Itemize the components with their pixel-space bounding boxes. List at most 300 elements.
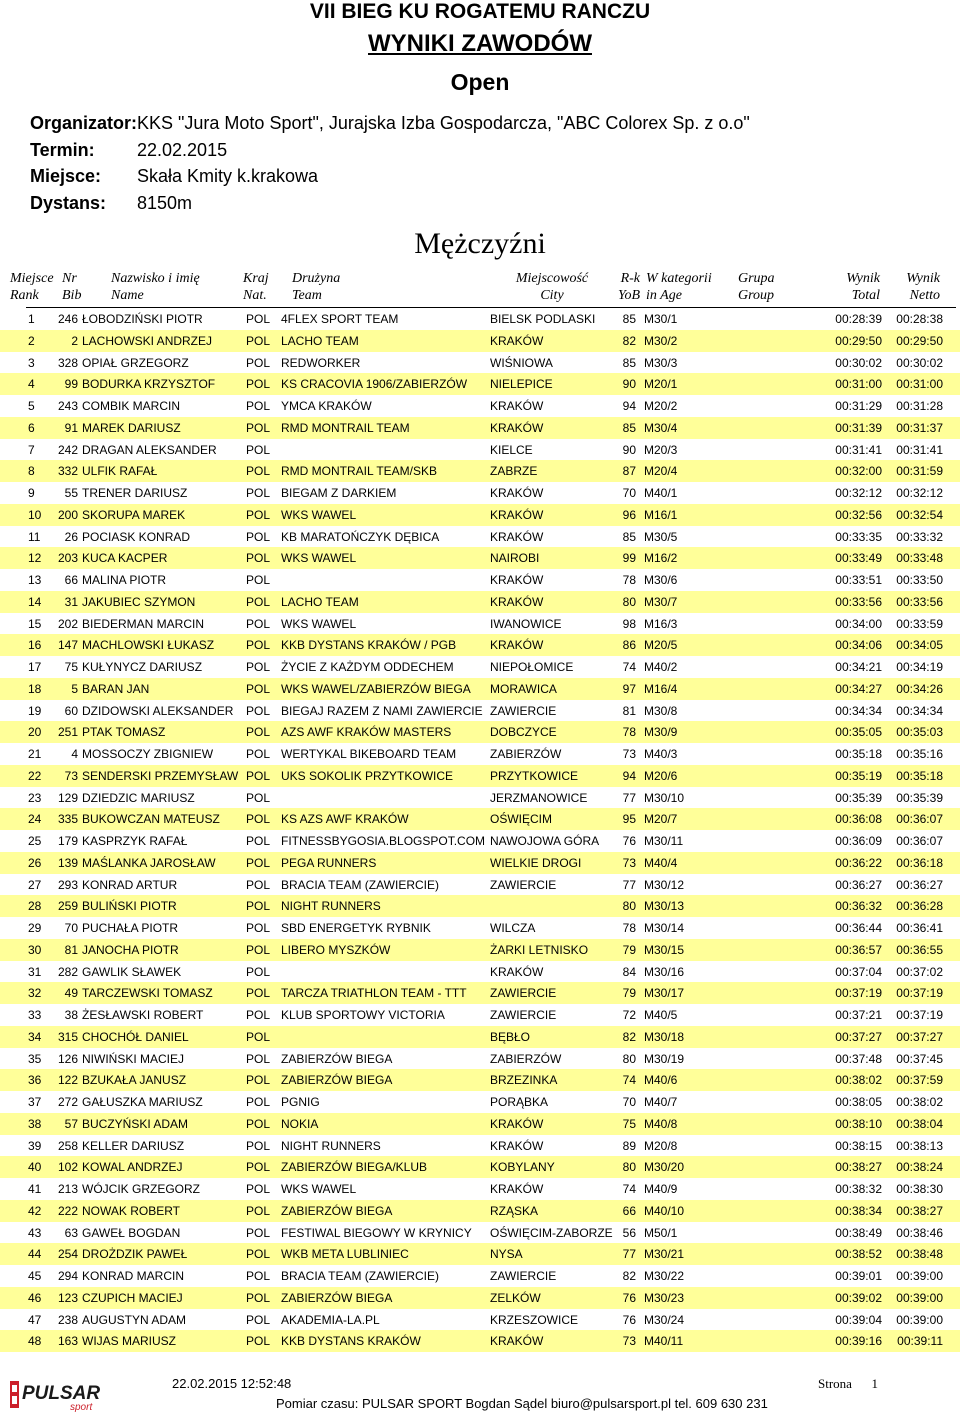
cell-name: MACHLOWSKI ŁUKASZ <box>82 638 215 653</box>
cell-netto: 00:38:27 <box>896 1203 943 1218</box>
cell-yob: 94 <box>622 768 636 783</box>
cell-bib: 66 <box>64 573 78 587</box>
cell-bib: 203 <box>57 551 78 566</box>
cell-nat: POL <box>246 312 271 326</box>
cell-city: KIELCE <box>490 442 533 457</box>
cell-netto: 00:33:48 <box>896 551 943 566</box>
cell-netto: 00:39:00 <box>896 1312 943 1327</box>
cell-team: BRACIA TEAM (ZAWIERCIE) <box>281 877 440 892</box>
cell-bib: 63 <box>64 1225 78 1240</box>
cell-yob: 72 <box>622 1008 636 1022</box>
cell-yob: 70 <box>622 486 636 500</box>
cell-bib: 38 <box>64 1008 78 1022</box>
cell-netto: 00:38:30 <box>896 1182 943 1196</box>
cell-total: 00:38:10 <box>835 1116 882 1131</box>
cell-yob: 85 <box>622 355 636 370</box>
cell-bib: 315 <box>57 1029 78 1044</box>
cell-team: NIGHT RUNNERS <box>281 1138 381 1153</box>
table-row <box>0 830 960 852</box>
cell-nat: POL <box>246 986 271 1001</box>
cell-rank: 7 <box>28 442 35 457</box>
cell-name: CHOCHÓŁ DANIEL <box>82 1029 189 1044</box>
cell-city: ŻARKI LETNISKO <box>490 942 589 957</box>
col-yob-header: R-k YoB <box>617 271 640 303</box>
cell-name: BUCZYŃSKI ADAM <box>82 1116 189 1131</box>
table-row <box>0 1265 960 1287</box>
cell-city: KRAKÓW <box>490 1138 544 1153</box>
cell-age: M30/20 <box>644 1160 685 1175</box>
table-row <box>0 700 960 722</box>
cell-nat: POL <box>246 1008 271 1022</box>
cell-city: OŚWIĘCIM <box>490 812 552 827</box>
organizer-label: Organizator: <box>30 113 138 133</box>
cell-bib: 5 <box>71 681 78 696</box>
cell-name: POCIASK KONRAD <box>82 529 191 544</box>
cell-rank: 9 <box>28 486 35 500</box>
cell-team: LACHO TEAM <box>281 333 359 348</box>
cell-total: 00:35:18 <box>835 747 882 761</box>
cell-name: MALINA PIOTR <box>82 573 167 587</box>
cell-netto: 00:35:39 <box>896 790 943 805</box>
cell-total: 00:34:00 <box>835 616 882 631</box>
cell-name: PTAK TOMASZ <box>82 725 166 740</box>
cell-name: DZIEDZIC MARIUSZ <box>82 790 195 805</box>
cell-name: GAŁUSZKA MARIUSZ <box>82 1095 203 1109</box>
cell-rank: 44 <box>28 1247 42 1262</box>
cell-team: AKADEMIA-LA.PL <box>281 1312 380 1327</box>
cell-nat: POL <box>246 377 271 392</box>
cell-age: M30/4 <box>644 420 678 435</box>
cell-rank: 15 <box>28 616 42 631</box>
cell-rank: 36 <box>28 1073 42 1088</box>
cell-yob: 76 <box>622 1312 636 1327</box>
cell-netto: 00:37:27 <box>896 1029 943 1044</box>
cell-age: M30/7 <box>644 594 678 609</box>
cell-city: KRAKÓW <box>490 594 544 609</box>
cell-team: ZABIERZÓW BIEGA <box>281 1290 393 1305</box>
cell-rank: 37 <box>28 1095 42 1109</box>
cell-yob: 74 <box>622 660 636 674</box>
cell-age: M30/13 <box>644 899 685 914</box>
cell-total: 00:31:29 <box>835 399 882 413</box>
cell-yob: 96 <box>622 507 636 522</box>
cell-team: RMD MONTRAIL TEAM/SKB <box>281 464 438 479</box>
cell-nat: POL <box>246 1073 271 1088</box>
classification-title: Open <box>450 69 510 95</box>
cell-team: NOKIA <box>281 1116 319 1131</box>
cell-team: REDWORKER <box>281 355 361 370</box>
table-row <box>0 808 960 830</box>
cell-yob: 74 <box>622 1073 636 1088</box>
pulsar-logo-graphic <box>10 1378 115 1412</box>
col-age-header: W kategorii in Age <box>646 271 712 303</box>
cell-bib: 254 <box>57 1247 78 1262</box>
cell-rank: 2 <box>28 333 35 348</box>
cell-bib: 81 <box>64 942 78 957</box>
cell-netto: 00:34:26 <box>896 681 943 696</box>
cell-netto: 00:36:27 <box>896 877 943 892</box>
cell-yob: 99 <box>622 551 636 566</box>
cell-netto: 00:37:45 <box>896 1051 943 1066</box>
cell-rank: 21 <box>28 747 42 761</box>
cell-netto: 00:38:46 <box>896 1225 943 1240</box>
cell-city: NAWOJOWA GÓRA <box>490 834 600 848</box>
cell-total: 00:37:48 <box>835 1051 882 1066</box>
cell-nat: POL <box>246 1312 271 1327</box>
cell-bib: 91 <box>64 420 78 435</box>
cell-team: PGNIG <box>281 1095 320 1109</box>
cell-city: WILCZA <box>490 921 536 935</box>
cell-city: KRAKÓW <box>490 1182 544 1196</box>
cell-city: KRAKÓW <box>490 964 544 979</box>
cell-rank: 35 <box>28 1051 42 1066</box>
cell-total: 00:38:15 <box>835 1138 882 1153</box>
cell-netto: 00:32:12 <box>896 486 943 500</box>
cell-netto: 00:35:03 <box>896 725 943 740</box>
cell-yob: 84 <box>622 964 636 979</box>
cell-rank: 28 <box>28 899 42 914</box>
cell-rank: 39 <box>28 1138 42 1153</box>
cell-yob: 98 <box>622 616 636 631</box>
cell-bib: 332 <box>57 464 78 479</box>
cell-team: LIBERO MYSZKÓW <box>281 942 391 957</box>
cell-team: BRACIA TEAM (ZAWIERCIE) <box>281 1269 440 1283</box>
cell-yob: 66 <box>622 1203 636 1218</box>
cell-total: 00:36:22 <box>835 855 882 870</box>
cell-yob: 89 <box>622 1138 636 1153</box>
cell-rank: 16 <box>28 638 42 653</box>
cell-yob: 73 <box>622 855 636 870</box>
cell-total: 00:32:56 <box>835 507 882 522</box>
cell-yob: 87 <box>622 464 636 479</box>
table-row <box>0 743 960 765</box>
cell-age: M20/7 <box>644 812 678 827</box>
cell-netto: 00:33:59 <box>896 616 943 631</box>
cell-team: ŻYCIE Z KAŻDYM ODDECHEM <box>281 660 454 674</box>
cell-yob: 56 <box>622 1225 636 1240</box>
cell-netto: 00:39:00 <box>896 1290 943 1305</box>
cell-rank: 17 <box>28 660 42 674</box>
cell-name: TRENER DARIUSZ <box>82 486 188 500</box>
cell-name: BARAN JAN <box>82 681 150 696</box>
cell-netto: 00:32:54 <box>896 507 943 522</box>
cell-city: WIELKIE DROGI <box>490 855 582 870</box>
table-row <box>0 1048 960 1070</box>
cell-yob: 80 <box>622 594 636 609</box>
cell-nat: POL <box>246 594 271 609</box>
cell-team: YMCA KRAKÓW <box>281 399 372 413</box>
cell-team: WKS WAWEL <box>281 616 357 631</box>
cell-nat: POL <box>246 1095 271 1109</box>
cell-age: M30/17 <box>644 986 685 1001</box>
cell-netto: 00:31:28 <box>896 399 943 413</box>
printed-timestamp: 22.02.2015 12:52:48 <box>172 1376 292 1391</box>
cell-rank: 45 <box>28 1269 42 1283</box>
cell-city: PRZYTKOWICE <box>490 768 579 783</box>
cell-rank: 30 <box>28 942 42 957</box>
cell-yob: 85 <box>622 529 636 544</box>
cell-nat: POL <box>246 681 271 696</box>
table-row <box>0 482 960 504</box>
cell-city: ZAWIERCIE <box>490 877 557 892</box>
cell-rank: 34 <box>28 1029 42 1044</box>
cell-rank: 6 <box>28 420 35 435</box>
cell-age: M30/24 <box>644 1312 685 1327</box>
table-row <box>0 1200 960 1222</box>
category-title: Mężczyźni <box>414 227 546 260</box>
cell-total: 00:34:06 <box>835 638 882 653</box>
cell-age: M40/6 <box>644 1073 678 1088</box>
cell-bib: 57 <box>64 1116 78 1131</box>
cell-city: NAIROBI <box>490 551 540 566</box>
cell-city: BĘBŁO <box>490 1029 531 1044</box>
cell-name: MAREK DARIUSZ <box>82 420 181 435</box>
cell-yob: 82 <box>622 1269 636 1283</box>
col-nat-header: Kraj Nat. <box>243 271 269 303</box>
col-team-header: Drużyna Team <box>292 271 341 303</box>
table-row <box>0 352 960 374</box>
cell-total: 00:33:35 <box>835 529 882 544</box>
cell-netto: 00:31:59 <box>896 464 943 479</box>
cell-team: WKB META LUBLINIEC <box>281 1247 409 1262</box>
cell-total: 00:36:44 <box>835 921 882 935</box>
cell-nat: POL <box>246 1182 271 1196</box>
cell-netto: 00:37:59 <box>896 1073 943 1088</box>
cell-netto: 00:34:19 <box>896 660 943 674</box>
cell-total: 00:34:27 <box>835 681 882 696</box>
cell-nat: POL <box>246 768 271 783</box>
cell-rank: 29 <box>28 921 42 935</box>
cell-city: OŚWIĘCIM-ZABORZE <box>490 1225 613 1240</box>
cell-yob: 73 <box>622 1334 636 1349</box>
cell-nat: POL <box>246 1290 271 1305</box>
cell-nat: POL <box>246 790 271 805</box>
cell-nat: POL <box>246 616 271 631</box>
cell-yob: 81 <box>622 703 636 718</box>
cell-age: M30/5 <box>644 529 678 544</box>
cell-age: M16/2 <box>644 551 678 566</box>
table-row <box>0 547 960 569</box>
cell-yob: 95 <box>622 812 636 827</box>
cell-netto: 00:36:28 <box>896 899 943 914</box>
cell-age: M30/8 <box>644 703 678 718</box>
cell-netto: 00:31:41 <box>896 442 943 457</box>
cell-nat: POL <box>246 638 271 653</box>
cell-netto: 00:36:07 <box>896 834 943 848</box>
cell-rank: 4 <box>28 377 35 392</box>
cell-team: BIEGAJ RAZEM Z NAMI ZAWIERCIE <box>281 703 483 718</box>
cell-name: WIJAS MARIUSZ <box>82 1334 177 1349</box>
col-name-header: Nazwisko i imię Name <box>111 271 200 303</box>
cell-age: M30/18 <box>644 1029 685 1044</box>
cell-name: OPIAŁ GRZEGORZ <box>82 355 189 370</box>
cell-netto: 00:36:41 <box>896 921 943 935</box>
cell-netto: 00:38:02 <box>896 1095 943 1109</box>
cell-total: 00:36:57 <box>835 942 882 957</box>
cell-bib: 73 <box>64 768 78 783</box>
cell-city: KOBYLANY <box>490 1160 555 1175</box>
cell-total: 00:39:04 <box>835 1312 882 1327</box>
cell-city: NYSA <box>490 1247 523 1262</box>
cell-rank: 41 <box>28 1182 42 1196</box>
cell-netto: 00:33:56 <box>896 594 943 609</box>
cell-name: JANOCHA PIOTR <box>82 942 179 957</box>
cell-yob: 78 <box>622 725 636 740</box>
cell-name: GAWEŁ BOGDAN <box>82 1225 181 1240</box>
cell-rank: 18 <box>28 681 42 696</box>
cell-nat: POL <box>246 703 271 718</box>
cell-team: ZABIERZÓW BIEGA/KLUB <box>281 1160 428 1175</box>
cell-nat: POL <box>246 507 271 522</box>
cell-netto: 00:35:16 <box>896 747 943 761</box>
cell-netto: 00:38:13 <box>896 1138 943 1153</box>
cell-bib: 4 <box>71 747 78 761</box>
cell-team: ZABIERZÓW BIEGA <box>281 1051 393 1066</box>
cell-name: MAŚLANKA JAROSŁAW <box>82 855 216 870</box>
col-netto-header: Wynik Netto <box>906 271 940 303</box>
cell-netto: 00:34:05 <box>896 638 943 653</box>
table-row <box>0 787 960 809</box>
cell-city: ZAWIERCIE <box>490 986 557 1001</box>
table-row <box>0 634 960 656</box>
cell-team: UKS SOKOLIK PRZYTKOWICE <box>281 768 454 783</box>
cell-team: TARCZA TRIATHLON TEAM - TTT <box>281 986 467 1001</box>
table-row <box>0 721 960 743</box>
cell-netto: 00:37:19 <box>896 986 943 1001</box>
cell-team: BIEGAM Z DARKIEM <box>281 486 397 500</box>
cell-bib: 222 <box>57 1203 78 1218</box>
table-row <box>0 1113 960 1135</box>
cell-nat: POL <box>246 464 271 479</box>
col-group-header: Grupa Group <box>738 271 775 303</box>
cell-nat: POL <box>246 1203 271 1218</box>
cell-team: FESTIWAL BIEGOWY W KRYNICY <box>281 1225 472 1240</box>
cell-bib: 246 <box>57 312 78 326</box>
cell-name: MOSSOCZY ZBIGNIEW <box>82 747 214 761</box>
cell-total: 00:39:16 <box>835 1334 882 1349</box>
table-row <box>0 330 960 352</box>
cell-total: 00:30:02 <box>835 355 882 370</box>
cell-city: KRAKÓW <box>490 638 544 653</box>
cell-yob: 77 <box>622 877 636 892</box>
cell-city: MORAWICA <box>490 681 557 696</box>
cell-rank: 26 <box>28 855 42 870</box>
cell-city: KRZESZOWICE <box>490 1312 579 1327</box>
cell-age: M30/9 <box>644 725 678 740</box>
cell-age: M30/14 <box>644 921 685 935</box>
cell-yob: 86 <box>622 638 636 653</box>
cell-bib: 258 <box>57 1138 78 1153</box>
cell-yob: 85 <box>622 312 636 326</box>
cell-nat: POL <box>246 1029 271 1044</box>
cell-age: M40/8 <box>644 1116 678 1131</box>
cell-bib: 272 <box>57 1095 78 1109</box>
cell-bib: 122 <box>57 1073 78 1088</box>
cell-name: SKORUPA MAREK <box>82 507 186 522</box>
cell-netto: 00:35:18 <box>896 768 943 783</box>
cell-name: BZUKAŁA JANUSZ <box>82 1073 187 1088</box>
cell-netto: 00:39:11 <box>897 1334 943 1349</box>
cell-nat: POL <box>246 420 271 435</box>
cell-total: 00:34:34 <box>835 703 882 718</box>
cell-team: NIGHT RUNNERS <box>281 899 381 914</box>
cell-age: M30/6 <box>644 573 678 587</box>
cell-name: COMBIK MARCIN <box>82 399 181 413</box>
cell-total: 00:38:49 <box>835 1225 882 1240</box>
cell-age: M20/6 <box>644 768 678 783</box>
cell-rank: 8 <box>28 464 35 479</box>
table-row <box>0 591 960 613</box>
cell-bib: 126 <box>57 1051 78 1066</box>
cell-nat: POL <box>246 1225 271 1240</box>
cell-age: M20/3 <box>644 442 678 457</box>
cell-bib: 238 <box>57 1312 78 1327</box>
cell-age: M40/11 <box>644 1334 684 1349</box>
cell-nat: POL <box>246 942 271 957</box>
col-bib-header: Nr Bib <box>62 271 82 303</box>
cell-nat: POL <box>246 486 271 500</box>
cell-netto: 00:38:24 <box>896 1160 943 1175</box>
cell-yob: 80 <box>622 899 636 914</box>
cell-bib: 259 <box>57 899 78 914</box>
col-total-header: Wynik Total <box>846 271 880 303</box>
cell-total: 00:36:08 <box>835 812 882 827</box>
cell-team: KS AZS AWF KRAKÓW <box>281 812 409 827</box>
cell-rank: 13 <box>28 573 42 587</box>
cell-city: NIELEPICE <box>490 377 553 392</box>
cell-total: 00:38:02 <box>835 1073 882 1088</box>
cell-age: M16/3 <box>644 616 678 631</box>
cell-team: KKB DYSTANS KRAKÓW <box>281 1334 421 1349</box>
cell-bib: 163 <box>57 1334 78 1349</box>
cell-total: 00:31:41 <box>835 442 882 457</box>
cell-total: 00:38:32 <box>835 1182 882 1196</box>
cell-netto: 00:28:38 <box>896 312 943 326</box>
pulsar-logo <box>10 1378 115 1412</box>
table-row <box>0 656 960 678</box>
cell-rank: 10 <box>28 507 42 522</box>
cell-team: 4FLEX SPORT TEAM <box>281 312 399 326</box>
cell-yob: 80 <box>622 1160 636 1175</box>
table-row <box>0 395 960 417</box>
cell-city: KRAKÓW <box>490 1334 544 1349</box>
cell-name: DRAGAN ALEKSANDER <box>82 442 217 457</box>
cell-total: 00:36:32 <box>835 899 882 914</box>
table-row <box>0 417 960 439</box>
cell-age: M30/1 <box>644 312 678 326</box>
cell-city: NIEPOŁOMICE <box>490 660 574 674</box>
cell-total: 00:34:21 <box>835 660 882 674</box>
cell-bib: 129 <box>57 790 78 805</box>
table-row <box>0 526 960 548</box>
cell-rank: 27 <box>28 877 42 892</box>
place-value: Skała Kmity k.krakowa <box>137 166 319 186</box>
date-label: Termin: <box>30 140 95 160</box>
cell-rank: 23 <box>28 790 42 805</box>
cell-nat: POL <box>246 812 271 827</box>
table-row <box>0 1222 960 1244</box>
cell-nat: POL <box>246 1334 271 1349</box>
logo-subtext: sport <box>70 1402 93 1412</box>
cell-bib: 123 <box>57 1290 78 1305</box>
date-value: 22.02.2015 <box>137 140 228 160</box>
cell-total: 00:37:27 <box>835 1029 882 1044</box>
cell-team: WKS WAWEL <box>281 1182 357 1196</box>
cell-bib: 31 <box>64 594 78 609</box>
cell-bib: 294 <box>57 1269 78 1283</box>
event-title: VII BIEG KU ROGATEMU RANCZU <box>309 0 651 23</box>
cell-team: PEGA RUNNERS <box>281 855 377 870</box>
